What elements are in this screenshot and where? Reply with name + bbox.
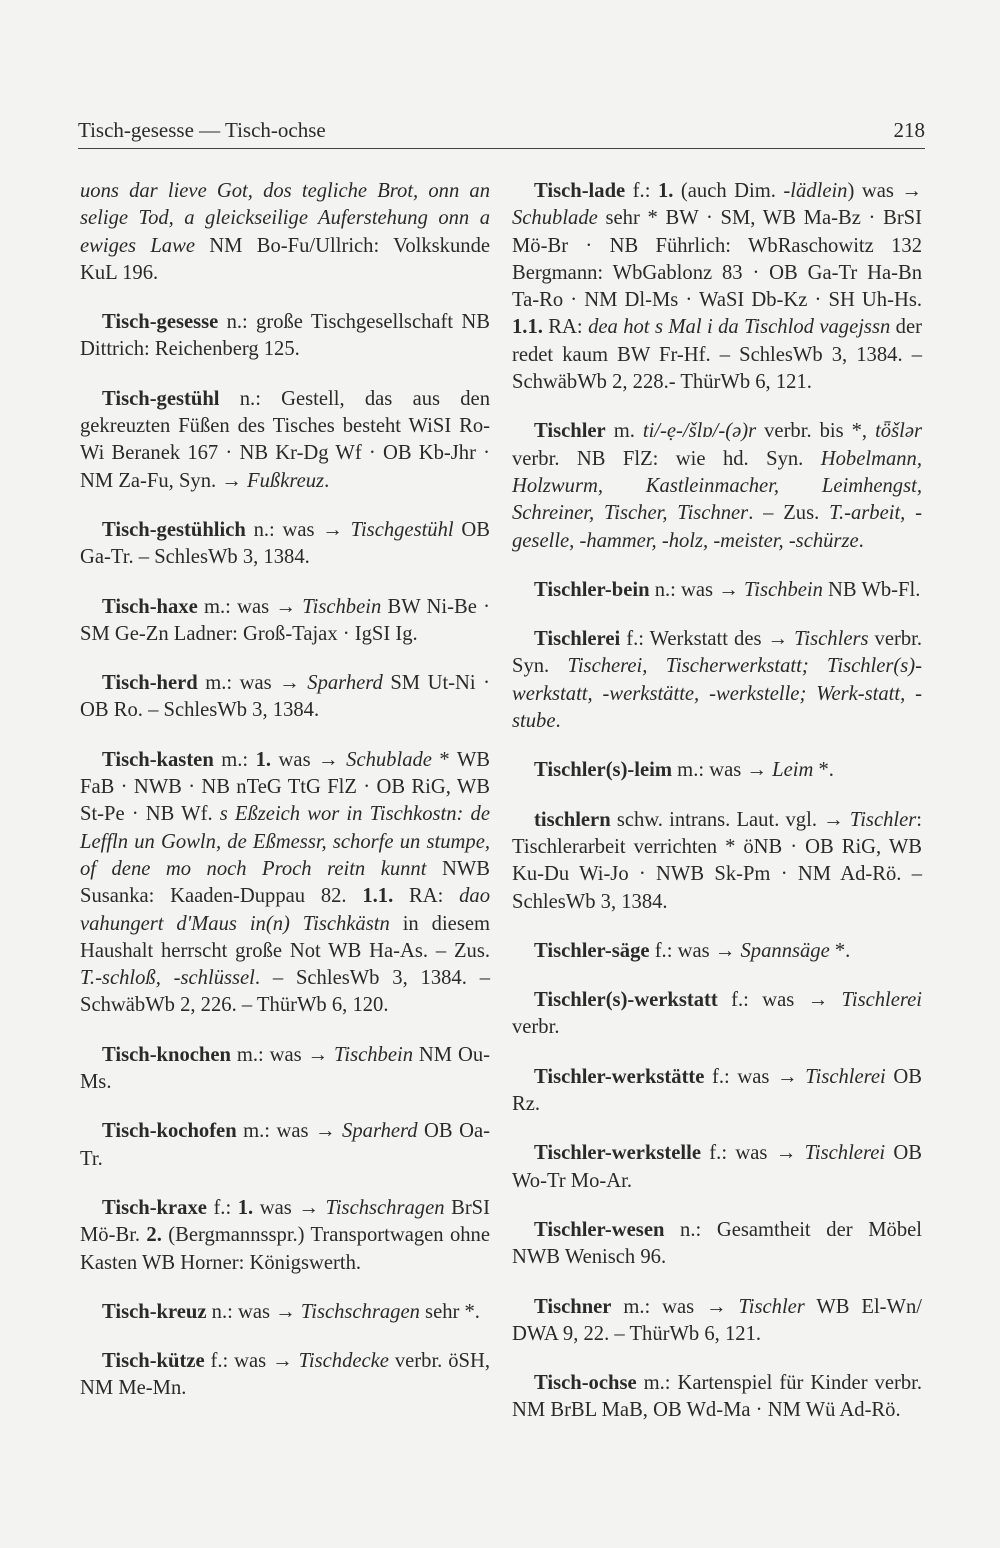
entry-text: n.: große Tischgesellschaft NB Dittrich: Reichenberg 125. — [80, 311, 490, 361]
dictionary-entry — [80, 1299, 490, 1326]
italic-text: Sparherd — [342, 1120, 418, 1143]
entry-text: RA: — [393, 885, 460, 908]
entry-text: BrSI Mö-Br. — [80, 1196, 490, 1247]
entry-text: (auch Dim. — [673, 180, 784, 202]
entry-text: n.: was → — [206, 1300, 301, 1323]
entry-text: f.: was → — [649, 939, 741, 962]
headword: 2. — [146, 1224, 162, 1247]
entry-text: . – SchlesWb 3, 1384. – SchwäbWb 2, 226. – ThürWb 6, 120. — [80, 967, 490, 1017]
entry-text: : Tischlerarbeit verrichten * öNB · OB RiG, WB Ku-Du Wi-Jo · NWB Sk-Pm · NM Ad-Rö. – SchlesWb 3, 1384. — [512, 808, 922, 913]
entry-text: n.: was → — [245, 518, 351, 541]
italic-text: Tischerei, Tischerwerkstatt; Tischler(s)-werkstatt, -werkstätte, -werkstelle; Werk-statt, -stube — [512, 655, 922, 733]
dictionary-entry — [80, 1042, 490, 1097]
italic-text: ti/-ẹ-/šlɒ/-(ə)r — [642, 420, 757, 443]
headword: 1.1. — [512, 316, 543, 339]
italic-text: Tischschragen — [300, 1300, 420, 1323]
headword: Tischler-säge — [534, 939, 650, 962]
dictionary-entry — [512, 807, 922, 916]
entry-text: OB Ga-Tr. – SchlesWb 3, 1384. — [80, 518, 490, 569]
headword: Tisch-haxe — [102, 595, 198, 618]
dictionary-entry — [512, 577, 922, 604]
entry-text: *. — [829, 939, 851, 962]
entry-text: was → — [253, 1196, 326, 1219]
headword: Tisch-kreuz — [102, 1300, 207, 1323]
entry-text: n.: Gesamtheit der Möbel NWB Wenisch 96. — [512, 1218, 922, 1269]
headword: 1. — [657, 180, 674, 202]
headword: Tisch-gestühlich — [102, 518, 246, 541]
italic-text: Tischschragen — [325, 1196, 445, 1219]
entry-text: (Bergmannsspr.) Transportwagen ohne Kasten WB Horner: Königswerth. — [80, 1224, 490, 1274]
headword: Tischler-werkstätte — [534, 1065, 705, 1088]
dictionary-entry — [80, 1118, 490, 1173]
entry-text: verbr. bis *, — [756, 420, 876, 443]
italic-text: Tischlerei — [805, 1065, 886, 1088]
italic-text: T.-schloß, -schlüssel — [80, 967, 255, 990]
headword: Tisch-gestühl — [102, 387, 220, 410]
page-number: 218 — [893, 118, 925, 142]
entry-text: m.: was → — [611, 1295, 739, 1318]
entry-text: verbr. — [512, 1016, 560, 1039]
entry-text: OB Rz. — [512, 1065, 922, 1116]
headword: 1. — [237, 1196, 254, 1219]
headword: Tischler-werkstelle — [534, 1142, 701, 1165]
italic-text: Tischbein — [302, 595, 382, 618]
entry-text: m.: — [213, 748, 256, 771]
dictionary-entry — [512, 1294, 922, 1349]
headword: Tisch-knochen — [102, 1043, 231, 1066]
running-head-title: Tisch-gesesse — Tisch-ochse — [78, 118, 326, 142]
italic-text: Tischbein — [334, 1043, 413, 1066]
entry-text: . — [555, 710, 561, 733]
headword: Tisch-kochofen — [102, 1120, 237, 1143]
entry-text: OB Oa-Tr. — [80, 1120, 490, 1170]
italic-text: Schublade — [346, 748, 432, 771]
entry-text: m.: was → — [236, 1120, 343, 1143]
italic-text: Tischler — [738, 1295, 805, 1318]
italic-text: -lädlein — [783, 180, 848, 202]
headword: Tischler-bein — [534, 578, 650, 601]
entry-text: sehr * BW · SM, WB Ma-Bz · BrSI Mö-Br · NB Führlich: WbRaschowitz 132 Bergmann: WbGablonz 83 · OB Ga-Tr Ha-Bn Ta-Ro · NM Dl-Ms · WaSI Db-Kz · SH Uh-Hs. — [512, 207, 922, 312]
italic-text: Tischlerei — [841, 989, 922, 1012]
entry-text: verbr. Syn. — [512, 628, 922, 678]
dictionary-entry — [80, 670, 490, 725]
italic-text: dao vahungert d'Maus in(n) Tischkästn — [80, 885, 490, 935]
entry-text: m. — [605, 420, 643, 443]
dictionary-entry — [512, 938, 922, 965]
dictionary-entry — [512, 626, 922, 735]
headword: Tisch-kütze — [102, 1350, 205, 1373]
running-header — [78, 118, 925, 149]
entry-text: f.: — [625, 180, 658, 202]
headword: tischlern — [534, 808, 611, 831]
italic-text: Tischler — [849, 808, 917, 831]
entry-text: f.: Werkstatt des → — [620, 628, 795, 651]
entry-text: . – Zus. — [748, 502, 830, 525]
left-column — [80, 178, 490, 1425]
headword: Tischler — [534, 420, 606, 443]
entry-text: NB Wb-Fl. — [822, 578, 921, 601]
dictionary-entry — [512, 178, 922, 396]
entry-text: OB Wo-Tr Mo-Ar. — [512, 1142, 922, 1192]
italic-text: dea hot s Mal i da Tischlod vagejssn — [588, 316, 891, 339]
dictionary-entry — [512, 1064, 922, 1119]
dictionary-entry — [512, 1140, 922, 1195]
italic-text: Tischlerei — [804, 1142, 886, 1165]
entry-text: sehr *. — [419, 1300, 480, 1323]
entry-text: was → — [271, 748, 347, 771]
entry-text: f.: — [206, 1196, 238, 1219]
italic-text: tȫšlər — [875, 420, 922, 443]
headword: Tisch-lade — [534, 180, 626, 202]
italic-text: Tischdecke — [298, 1350, 389, 1373]
entry-text: m.: was → — [672, 759, 773, 782]
italic-text: Tischgestühl — [350, 518, 454, 541]
entry-text: schw. intrans. Laut. vgl. → — [610, 808, 850, 831]
right-column — [512, 178, 922, 1447]
entry-text: verbr. öSH, NM Me-Mn. — [80, 1350, 490, 1400]
entry-text: f.: was → — [701, 1142, 805, 1165]
dictionary-entry — [80, 1348, 490, 1403]
italic-text: Spannsäge — [740, 939, 830, 962]
dictionary-entry — [80, 386, 490, 495]
entry-text: * WB FaB · NWB · NB nTeG TtG FlZ · OB RiG, WB St-Pe · NB Wf. — [80, 748, 490, 826]
entry-text: *. — [813, 759, 834, 782]
dictionary-entry — [80, 1195, 490, 1277]
entry-text: n.: was → — [649, 578, 744, 601]
entry-text: f.: was → — [704, 1065, 806, 1088]
entry-text: WB El-Wn/ DWA 9, 22. – ThürWb 6, 121. — [512, 1295, 922, 1345]
italic-text: s Eßzeich wor in Tischkostn: de Leffln un Gowln, de Eßmessr, schorfe un stumpe, of dene mo noch Proch reitn kunnt — [80, 803, 490, 880]
dictionary-entry — [80, 517, 490, 572]
italic-text: Leim — [772, 759, 814, 782]
italic-text: Fußkreuz — [247, 469, 325, 492]
dictionary-entry — [512, 418, 922, 554]
headword: 1. — [255, 748, 272, 771]
entry-text: . — [324, 469, 330, 492]
headword: Tisch-kraxe — [102, 1196, 207, 1219]
headword: Tischlerei — [534, 628, 621, 651]
entry-text: NM Ou-Ms. — [80, 1043, 490, 1094]
italic-text: Sparherd — [307, 672, 383, 695]
entry-text: n.: Gestell, das aus den gekreuzten Füßen des Tisches besteht WiSI Ro-Wi Beranek 167 · NB Kr-Dg Wf · OB Kb-Jhr · NM Za-Fu, Syn. → — [80, 387, 490, 492]
entry-text: ) was → — [847, 180, 922, 202]
entry-text: RA: — [542, 316, 589, 339]
entry-text: m.: Kartenspiel für Kinder verbr. NM BrBL MaB, OB Wd-Ma · NM Wü Ad-Rö. — [512, 1372, 922, 1422]
headword: Tisch-kasten — [102, 748, 214, 771]
dictionary-entry — [512, 757, 922, 784]
entry-text: . — [858, 529, 864, 552]
italic-text: Tischbein — [743, 578, 823, 601]
headword: Tischler(s)-leim — [534, 759, 673, 782]
italic-text: Schublade — [512, 207, 598, 230]
entry-text: NWB Susanka: Kaaden-Duppau 82. — [80, 857, 490, 908]
dictionary-entry — [80, 178, 490, 287]
headword: Tischler-wesen — [534, 1218, 665, 1241]
headword: Tisch-ochse — [534, 1372, 637, 1395]
headword: Tischner — [534, 1295, 612, 1318]
dictionary-entry — [80, 594, 490, 649]
dictionary-entry — [512, 1217, 922, 1272]
entry-text: m.: was → — [230, 1043, 335, 1066]
dictionary-entry — [80, 747, 490, 1020]
dictionary-entry — [512, 987, 922, 1042]
entry-text: BW Ni-Be · SM Ge-Zn Ladner: Groß-Tajax · IgSI Ig. — [80, 595, 491, 645]
entry-text: SM Ut-Ni · OB Ro. – SchlesWb 3, 1384. — [80, 672, 490, 722]
headword: Tisch-herd — [102, 672, 198, 695]
entry-text: m.: was → — [197, 595, 303, 618]
entry-text: m.: was → — [197, 672, 308, 695]
italic-text: T.-arbeit, -geselle, -hammer, -holz, -meister, -schürze — [512, 502, 922, 552]
italic-text: Hobelmann, Holzwurm, Kastleinmacher, Leimhengst, Schreiner, Tischer, Tischner — [512, 447, 922, 525]
italic-text: Tischlers — [794, 628, 869, 651]
italic-text: uons dar lieve Got, dos tegliche Brot, onn an selige Tod, a gleickseilige Auferstehung onn a ewiges Lawe — [80, 180, 490, 257]
entry-text: in diesem Haushalt herrscht große Not WB Ha-As. – Zus. — [80, 912, 490, 962]
entry-text: NM Bo-Fu/Ullrich: Volkskunde KuL 196. — [80, 234, 490, 284]
entry-text: f.: was → — [204, 1350, 299, 1373]
headword: 1.1. — [362, 885, 394, 908]
headword: Tisch-gesesse — [102, 311, 219, 334]
dictionary-entry — [80, 309, 490, 364]
entry-text: der redet kaum BW Fr-Hf. – SchlesWb 3, 1384. – SchwäbWb 2, 228.- ThürWb 6, 121. — [512, 316, 922, 394]
entry-text: verbr. NB FlZ: wie hd. Syn. — [512, 447, 821, 470]
dictionary-entry — [512, 1370, 922, 1425]
headword: Tischler(s)-werkstatt — [534, 989, 718, 1012]
entry-text: f.: was → — [717, 989, 842, 1012]
